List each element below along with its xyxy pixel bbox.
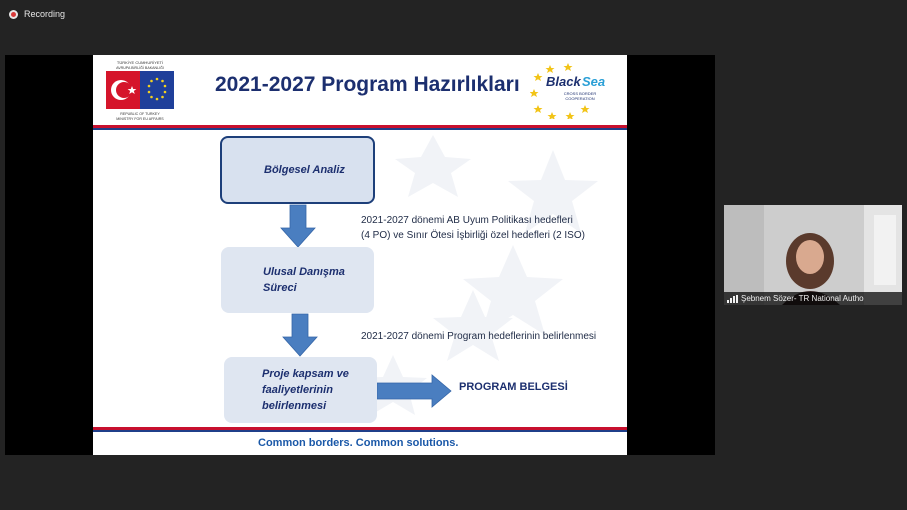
logo-sea-word: Sea: [582, 74, 606, 89]
participant-video[interactable]: [724, 205, 902, 305]
step-project-scope: [224, 357, 377, 423]
note-2-line-1: 2021-2027 dönemi Program hedeflerinin belirlenmesi: [361, 331, 597, 342]
step-3-line-3: belirlenmesi: [262, 400, 327, 412]
recording-label: Recording: [24, 9, 66, 19]
participant-name-bar: [724, 292, 902, 305]
logo-right-line2: COOPERATION: [565, 96, 595, 101]
participant-name: Şebnem Sözer- TR National Autho: [741, 294, 864, 303]
arrow-down-icon: [283, 314, 317, 356]
step-3-line-1: Proje kapsam ve: [262, 368, 349, 380]
step-3-line-2: faaliyetlerinin: [262, 384, 333, 396]
arrow-right-icon: [377, 375, 451, 407]
logo-left-line1: TÜRKİYE CUMHURİYETİ: [116, 60, 164, 65]
step-2-line-1: Ulusal Danışma: [263, 266, 345, 278]
record-icon: [9, 10, 18, 19]
signal-bars-icon: [727, 295, 738, 303]
note-1-line-1: 2021-2027 dönemi AB Uyum Politikası hedefleri: [361, 215, 573, 226]
logo-left-line3: REPUBLIC OF TURKEY: [120, 112, 160, 116]
step-1-line-1: Bölgesel Analiz: [264, 164, 345, 176]
arrow-down-icon: [281, 205, 315, 247]
logo-left-line2: AVRUPA BİRLİĞİ BAKANLIĞI: [116, 66, 164, 70]
step-regional-analysis: [220, 136, 375, 204]
program-document-label: PROGRAM BELGESİ: [459, 381, 568, 393]
recording-indicator[interactable]: [9, 7, 65, 21]
note-policy-objectives: [361, 213, 585, 243]
logo-right-line1: CROSS BORDER: [563, 91, 597, 96]
note-1-line-2: (4 PO) ve Sınır Ötesi İşbirliği özel hedefleri (2 ISO): [361, 230, 585, 241]
slide-title: 2021-2027 Program Hazırlıkları: [215, 73, 520, 96]
slide-footer: Common borders. Common solutions.: [258, 437, 459, 449]
presentation-slide: [93, 55, 627, 455]
logo-left-line4: MINISTRY FOR EU AFFAIRS: [116, 117, 164, 121]
step-national-consultation: [221, 247, 374, 313]
step-2-line-2: Süreci: [263, 282, 297, 294]
logo-black-word: Black: [546, 74, 581, 89]
note-program-objectives: [361, 329, 596, 344]
participant-avatar: [724, 205, 902, 305]
